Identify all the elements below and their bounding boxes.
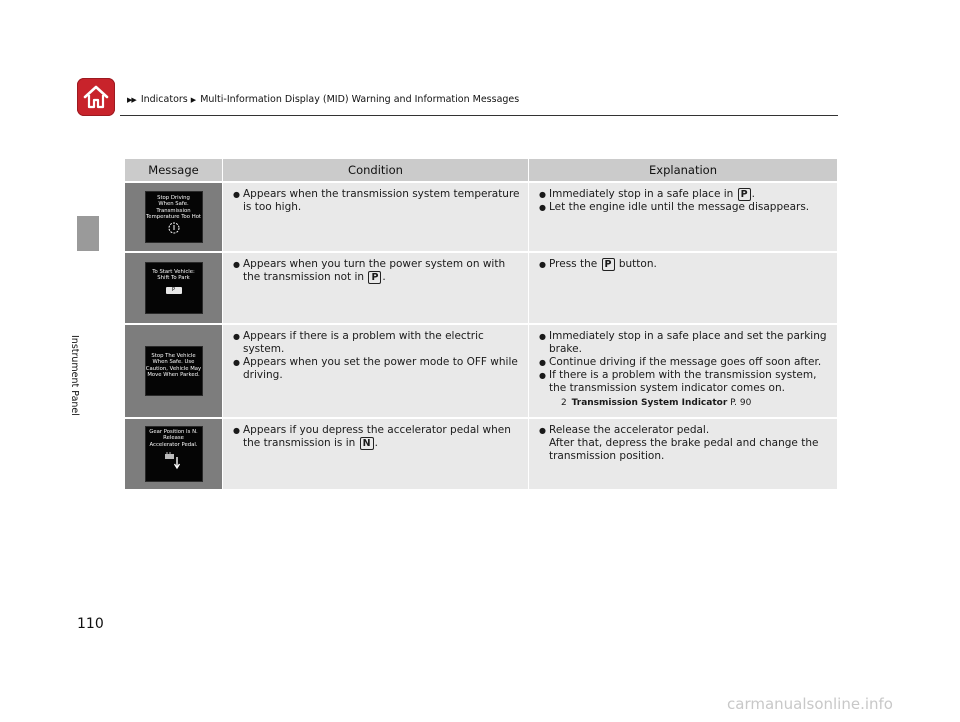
n-key: N <box>360 437 374 450</box>
message-image-cell <box>125 419 222 489</box>
header-rule <box>120 115 838 116</box>
screen-line: Release <box>163 435 184 442</box>
breadcrumb-arrows: ▶▶ <box>127 96 136 104</box>
mid-screen-shift-to-park <box>145 262 203 314</box>
p-key: P <box>602 258 615 271</box>
explanation-cell <box>528 183 837 251</box>
explanation-item: ● If there is a problem with the transmission system, the transmission system indicator comes on. <box>537 369 831 395</box>
home-icon <box>82 84 110 110</box>
condition-cell <box>222 183 528 251</box>
condition-cell <box>222 325 528 417</box>
cross-reference[interactable] <box>537 397 831 410</box>
condition-item: ● Appears when the transmission system temperature is too high. <box>231 188 522 214</box>
explanation-item: ● Continue driving if the message goes off soon after. <box>537 356 831 369</box>
p-key: P <box>738 188 751 201</box>
screen-line: Stop Driving <box>157 195 190 201</box>
screen-line: Move When Parked. <box>147 371 200 378</box>
home-button[interactable] <box>77 78 115 116</box>
section-label: Instrument Panel <box>69 335 80 416</box>
table-row <box>125 419 837 489</box>
condition-cell <box>222 253 528 323</box>
table-row <box>125 325 837 417</box>
header-message: Message <box>125 159 222 181</box>
condition-item: ● Appears when you turn the power system on with the transmission not in P . <box>231 258 522 284</box>
p-key: P <box>368 271 381 284</box>
explanation-cell <box>528 253 837 323</box>
reference-title[interactable]: Transmission System Indicator <box>571 398 728 408</box>
explanation-item: ● Let the engine idle until the message disappears. <box>537 201 831 214</box>
section-tab <box>77 216 99 251</box>
page-number: 110 <box>77 616 104 632</box>
park-indicator-box: P <box>166 287 182 294</box>
mid-screen-transmission-hot <box>145 191 203 243</box>
screen-line: Caution, Vehicle May <box>145 365 202 372</box>
condition-item: ● Appears if there is a problem with the electric system. <box>231 330 522 356</box>
explanation-item: ● Immediately stop in a safe place in P . <box>537 188 831 201</box>
explanation-line: After that, depress the brake pedal and change the transmission position. <box>549 437 819 462</box>
breadcrumb-indicators[interactable]: Indicators <box>140 94 188 105</box>
explanation-line: ● Release the accelerator pedal. <box>549 424 710 436</box>
explanation-item <box>537 424 831 463</box>
screen-line: When Safe. Use <box>152 359 195 366</box>
pedal-arrow-icon <box>162 451 186 471</box>
breadcrumb-current: Multi-Information Display (MID) Warning and Information Messages <box>200 94 520 105</box>
explanation-item: ● Press the P button. <box>537 258 831 271</box>
message-image-cell <box>125 253 222 323</box>
screen-line: Transmission <box>156 207 191 214</box>
reference-page: P. 90 <box>730 398 752 408</box>
condition-item: ● Appears when you set the power mode to OFF while driving. <box>231 356 522 382</box>
header-explanation: Explanation <box>528 159 837 181</box>
watermark: carmanualsonline.info <box>727 695 893 713</box>
screen-line: Gear Position Is N. <box>149 429 198 435</box>
breadcrumb-separator: ▶ <box>190 96 196 104</box>
mid-screen-release-pedal <box>145 426 203 482</box>
explanation-item: ● Immediately stop in a safe place and set the parking brake. <box>537 330 831 356</box>
screen-line: Shift To Park <box>157 275 190 282</box>
screen-line: Stop The Vehicle <box>151 353 196 359</box>
breadcrumb <box>127 94 519 105</box>
condition-item: ● Appears if you depress the accelerator pedal when the transmission is in N . <box>231 424 522 450</box>
message-image-cell <box>125 325 222 417</box>
reference-arrow-icon: 2 <box>561 398 567 408</box>
message-image-cell <box>125 183 222 251</box>
table-row <box>125 253 837 323</box>
explanation-cell <box>528 419 837 489</box>
screen-line: Temperature Too Hot <box>145 213 202 220</box>
condition-cell <box>222 419 528 489</box>
message-table <box>125 157 837 491</box>
screen-line: To Start Vehicle: <box>152 269 195 275</box>
screen-line: Accelerator Pedal. <box>149 441 198 448</box>
table-row <box>125 183 837 251</box>
explanation-cell <box>528 325 837 417</box>
transmission-temp-icon <box>167 221 181 235</box>
screen-line: When Safe. <box>158 201 189 208</box>
mid-screen-stop-vehicle <box>145 346 203 396</box>
header-condition: Condition <box>222 159 528 181</box>
